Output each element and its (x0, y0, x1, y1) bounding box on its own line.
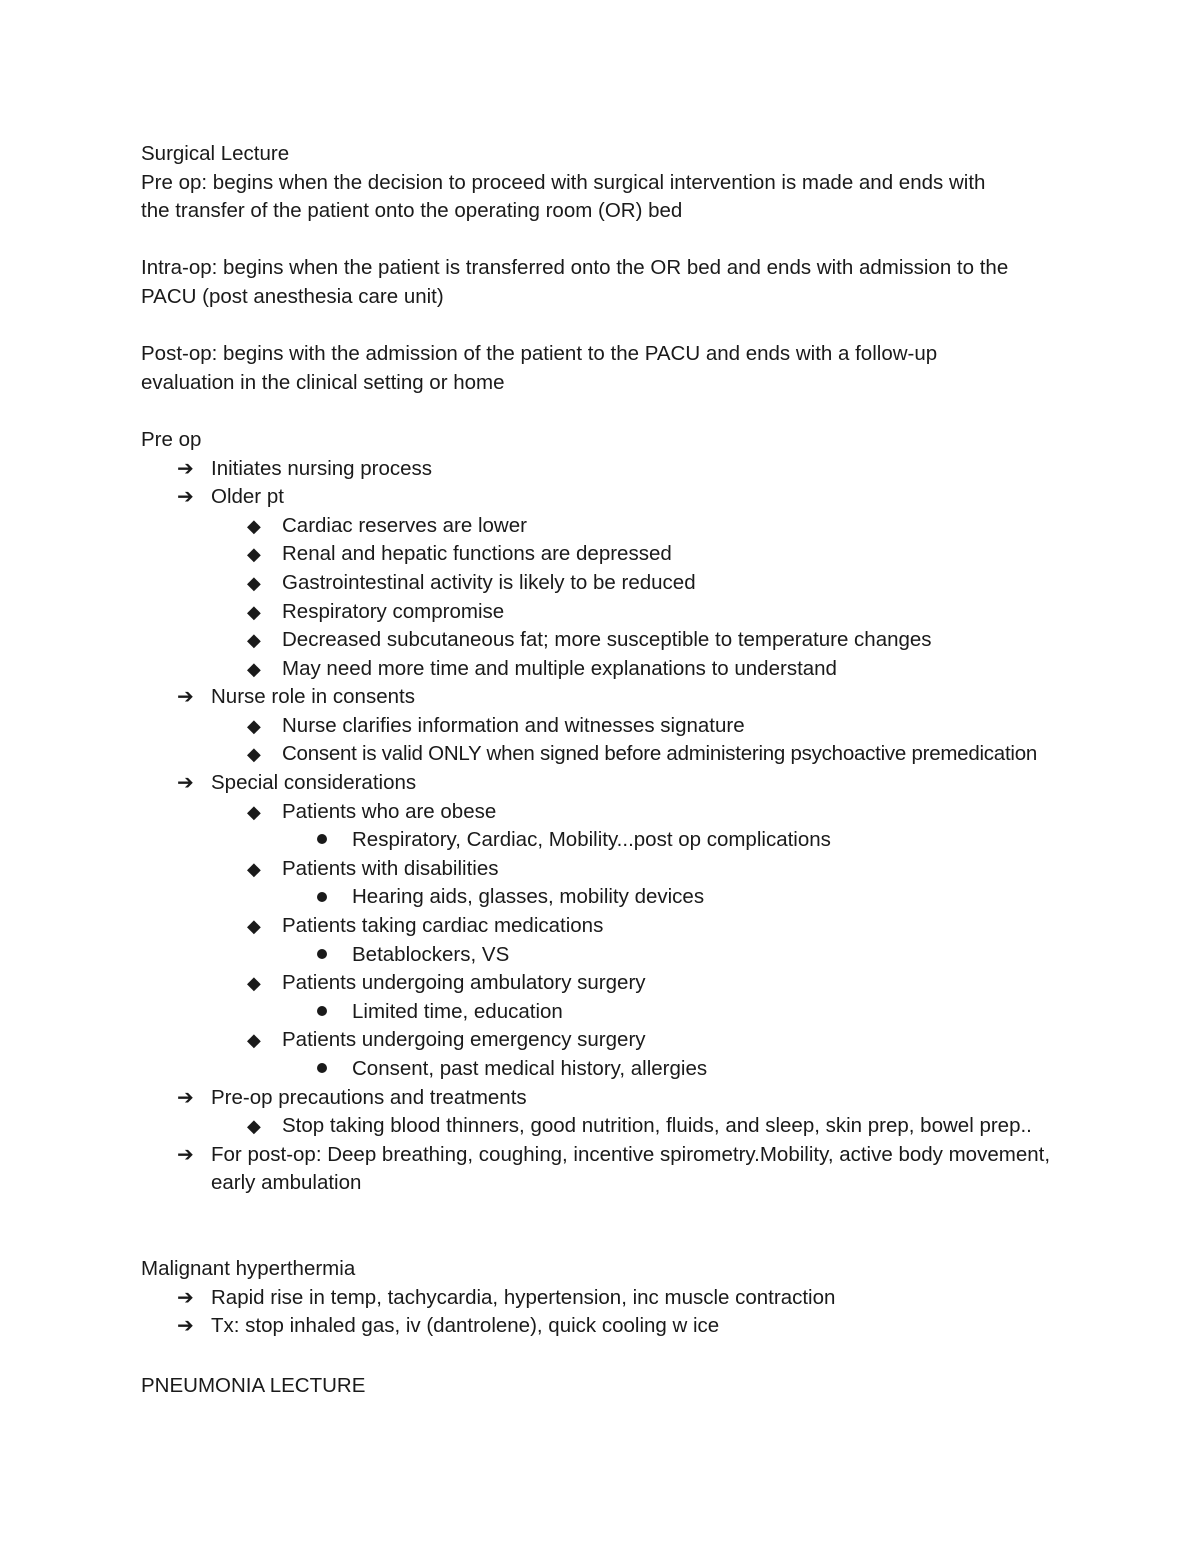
arrow-icon: ➔ (177, 457, 194, 480)
diamond-icon: ◆ (247, 801, 261, 822)
list-item: ◆ Renal and hepatic functions are depressed (141, 540, 1151, 569)
diamond-icon: ◆ (247, 916, 261, 937)
diamond-icon: ◆ (247, 744, 261, 765)
list-item: ◆ Patients undergoing ambulatory surgery (141, 969, 1151, 998)
diamond-icon: ◆ (247, 858, 261, 879)
list-item: ◆ Nurse clarifies information and witnesses signature (141, 712, 1151, 741)
diamond-icon: ◆ (247, 630, 261, 651)
list-item: ➔ Nurse role in consents (141, 683, 1151, 712)
document-title: Surgical Lecture (141, 142, 290, 165)
arrow-icon: ➔ (177, 1086, 194, 1109)
diamond-icon: ◆ (247, 973, 261, 994)
phase-postop-line2: evaluation in the clinical setting or home (141, 370, 505, 394)
list-item: ◆ Patients who are obese (141, 798, 1151, 827)
phase-intraop-line1: Intra-op: begins when the patient is transferred onto the OR bed and ends with admission to the (141, 256, 1009, 280)
list-item: ◆ Patients undergoing emergency surgery (141, 1026, 1151, 1055)
list-item: ◆ Patients taking cardiac medications (141, 912, 1151, 941)
bullet-icon (317, 941, 327, 970)
list-item: ➔ Special considerations (141, 769, 1151, 798)
list-item: ➔ Tx: stop inhaled gas, iv (dantrolene), quick cooling w ice (141, 1312, 1151, 1341)
list-item: Hearing aids, glasses, mobility devices (141, 883, 1151, 912)
list-item: ➔ For post-op: Deep breathing, coughing, incentive spirometry.Mobility, active body movement, early ambulation (177, 1142, 1051, 1195)
document-page (141, 140, 1151, 1400)
list-item: ◆ Decreased subcutaneous fat; more susceptible to temperature changes (141, 626, 1151, 655)
list-item: ◆ May need more time and multiple explanations to understand (141, 655, 1151, 684)
bullet-icon (317, 1055, 327, 1084)
list-item: ◆ Cardiac reserves are lower (141, 512, 1151, 541)
preop-heading: Pre op (141, 427, 202, 451)
diamond-icon: ◆ (247, 715, 261, 736)
arrow-icon: ➔ (177, 1315, 194, 1338)
list-item: ◆ Patients with disabilities (141, 855, 1151, 884)
phase-intraop-line2: PACU (post anesthesia care unit) (141, 284, 444, 308)
arrow-icon: ➔ (177, 772, 194, 795)
list-item: ➔ Rapid rise in temp, tachycardia, hypertension, inc muscle contraction (141, 1284, 1151, 1313)
arrow-icon: ➔ (177, 1286, 194, 1309)
phase-preop-line2: the transfer of the patient onto the operating room (OR) bed (141, 199, 683, 223)
list-item: ◆ Gastrointestinal activity is likely to be reduced (141, 569, 1151, 598)
phase-postop-line1: Post-op: begins with the admission of the patient to the PACU and ends with a follow-up (141, 342, 938, 366)
arrow-icon: ➔ (177, 486, 194, 509)
list-item: Limited time, education (141, 998, 1151, 1027)
bullet-icon (317, 826, 327, 855)
list-item: ◆ Stop taking blood thinners, good nutrition, fluids, and sleep, skin prep, bowel prep.. (141, 1112, 1151, 1141)
list-item: ◆ Respiratory compromise (141, 598, 1151, 627)
diamond-icon: ◆ (247, 572, 261, 593)
bullet-icon (317, 998, 327, 1027)
list-item: Consent, past medical history, allergies (141, 1055, 1151, 1084)
list-item: ➔ Older pt (141, 483, 1151, 512)
diamond-icon: ◆ (247, 658, 261, 679)
bullet-icon (317, 883, 327, 912)
diamond-icon: ◆ (247, 601, 261, 622)
list-item: ◆ Consent is valid ONLY when signed before administering psychoactive premedication (141, 740, 1151, 769)
list-item: Betablockers, VS (141, 941, 1151, 970)
pneumonia-heading: PNEUMONIA LECTURE (141, 1373, 366, 1397)
diamond-icon: ◆ (247, 544, 261, 565)
list-item: ➔ Pre-op precautions and treatments (141, 1084, 1151, 1113)
mh-heading: Malignant hyperthermia (141, 1256, 356, 1280)
arrow-icon: ➔ (177, 686, 194, 709)
list-item: Respiratory, Cardiac, Mobility...post op complications (141, 826, 1151, 855)
phase-preop-line1: Pre op: begins when the decision to proceed with surgical intervention is made and ends with (141, 170, 986, 194)
list-item: ➔ Initiates nursing process (141, 455, 1151, 484)
diamond-icon: ◆ (247, 1030, 261, 1051)
arrow-icon: ➔ (177, 1143, 194, 1166)
diamond-icon: ◆ (247, 515, 261, 536)
diamond-icon: ◆ (247, 1116, 261, 1137)
